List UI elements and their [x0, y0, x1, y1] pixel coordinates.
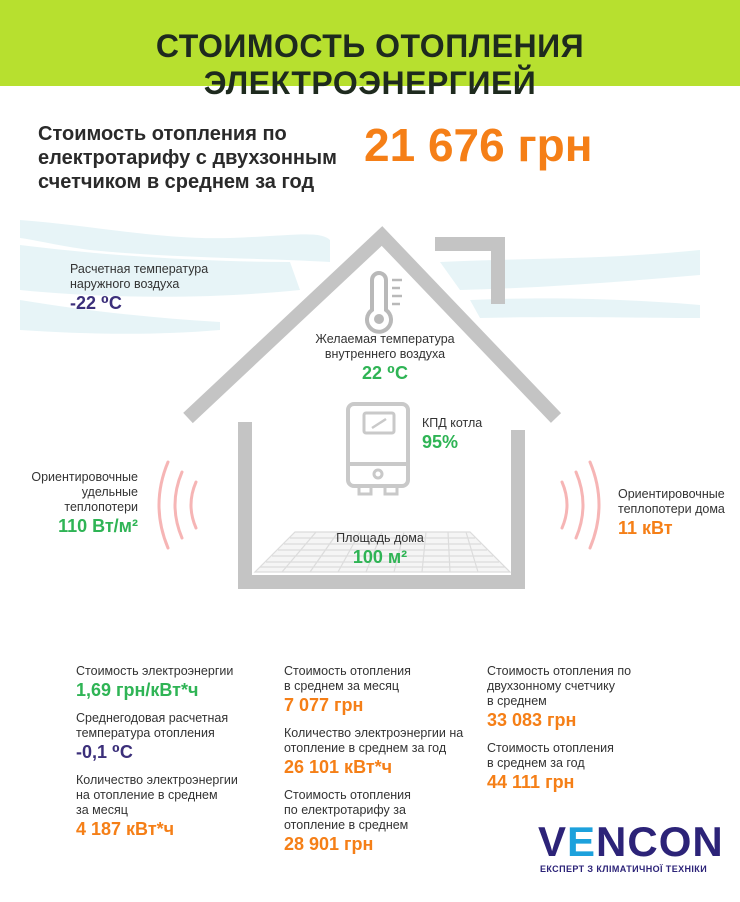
boiler-efficiency-label: КПД котла	[422, 416, 483, 430]
indoor-temp-label: Желаемая температура	[315, 332, 455, 346]
stat-label: отопление в среднем за год	[284, 741, 447, 755]
boiler-efficiency-block	[422, 416, 482, 453]
specific-heat-loss-value: 110 Вт/м²	[58, 516, 138, 536]
heat-wave-icon	[562, 462, 599, 548]
stat-label: в среднем	[487, 694, 547, 708]
heat-wave-icon	[159, 462, 196, 548]
specific-heat-loss-label: теплопотери	[64, 500, 138, 514]
stat-label: отопление в среднем	[284, 818, 409, 832]
stat-value: 7 077 грн	[284, 695, 364, 715]
stat-value: -0,1 ⁰С	[76, 742, 133, 762]
stat-label: двухзонному счетчику	[487, 679, 616, 693]
stat-label: в среднем за месяц	[284, 679, 400, 693]
indoor-temp-value: 22 ⁰С	[362, 363, 408, 383]
indoor-temp-label: внутреннего воздуха	[324, 347, 446, 361]
stat-label: Среднегодовая расчетная	[76, 711, 229, 725]
house-area-label: Площадь дома	[336, 531, 424, 545]
outdoor-temp-label: Расчетная температура	[70, 262, 209, 276]
house-area-block	[300, 531, 460, 568]
thermometer-icon	[367, 273, 402, 332]
boiler-icon	[348, 404, 408, 494]
stat-item	[284, 788, 484, 855]
stat-item	[284, 664, 484, 716]
logo-tagline: ЕКСПЕРТ З КЛІМАТИЧНОЇ ТЕХНІКИ	[540, 864, 708, 874]
stat-value: 26 101 кВт*ч	[284, 757, 393, 777]
vencon-logo: VENCON	[538, 818, 724, 865]
headline-line: счетчиком в среднем за год	[38, 171, 315, 193]
stat-label: на отопление в среднем	[76, 788, 218, 802]
stats-column-2	[284, 664, 484, 855]
specific-heat-loss-label: удельные	[81, 485, 138, 499]
specific-heat-loss-label: Ориентировочные	[31, 470, 138, 484]
house-heat-loss-block	[618, 487, 725, 539]
outdoor-temp-block	[70, 262, 208, 314]
stat-label: в среднем за год	[487, 756, 585, 770]
stat-item	[76, 711, 276, 763]
boiler-efficiency-value: 95%	[422, 432, 459, 452]
outdoor-temp-label: наружного воздуха	[70, 277, 180, 291]
headline-line: Стоимость отопления по	[38, 123, 287, 145]
stat-label: температура отопления	[76, 726, 215, 740]
stat-label: Количество электроэнергии	[76, 773, 238, 787]
stat-value: 33 083 грн	[487, 710, 577, 730]
stat-item	[76, 773, 276, 840]
stat-item	[487, 664, 687, 731]
outdoor-temp-value: -22 ⁰С	[70, 293, 122, 313]
stat-label: по електротарифу за	[284, 803, 406, 817]
stat-value: 1,69 грн/кВт*ч	[76, 680, 199, 700]
stat-label: Стоимость электроэнергии	[76, 664, 234, 678]
stats-column-3	[487, 664, 687, 793]
page-title: СТОИМОСТЬ ОТОПЛЕНИЯ ЭЛЕКТРОЭНЕРГИЕЙ	[155, 28, 585, 101]
stat-value: 4 187 кВт*ч	[76, 819, 175, 839]
stats-column-1	[76, 664, 276, 840]
stat-label: Стоимость отопления	[487, 741, 614, 755]
stat-item	[487, 741, 687, 793]
specific-heat-loss-block	[20, 470, 138, 537]
indoor-temp-block	[300, 332, 470, 384]
house-heat-loss-value: 11 кВт	[618, 518, 673, 538]
stat-label: Количество электроэнергии на	[284, 726, 464, 740]
yearly-cost-value: 21 676 грн	[364, 119, 593, 171]
stat-item	[76, 664, 276, 701]
stat-label: за месяц	[76, 803, 128, 817]
stat-label: Стоимость отопления по	[487, 664, 632, 678]
house-heat-loss-label: Ориентировочные	[618, 487, 725, 501]
stat-value: 28 901 грн	[284, 834, 374, 854]
stat-label: Стоимость отопления	[284, 788, 411, 802]
headline-line: електротарифу с двухзонным	[38, 147, 337, 169]
stat-value: 44 111 грн	[487, 772, 575, 792]
stat-item	[284, 726, 484, 778]
stat-label: Стоимость отопления	[284, 664, 411, 678]
house-area-value: 100 м²	[352, 547, 408, 567]
house-heat-loss-label: теплопотери дома	[618, 502, 725, 516]
